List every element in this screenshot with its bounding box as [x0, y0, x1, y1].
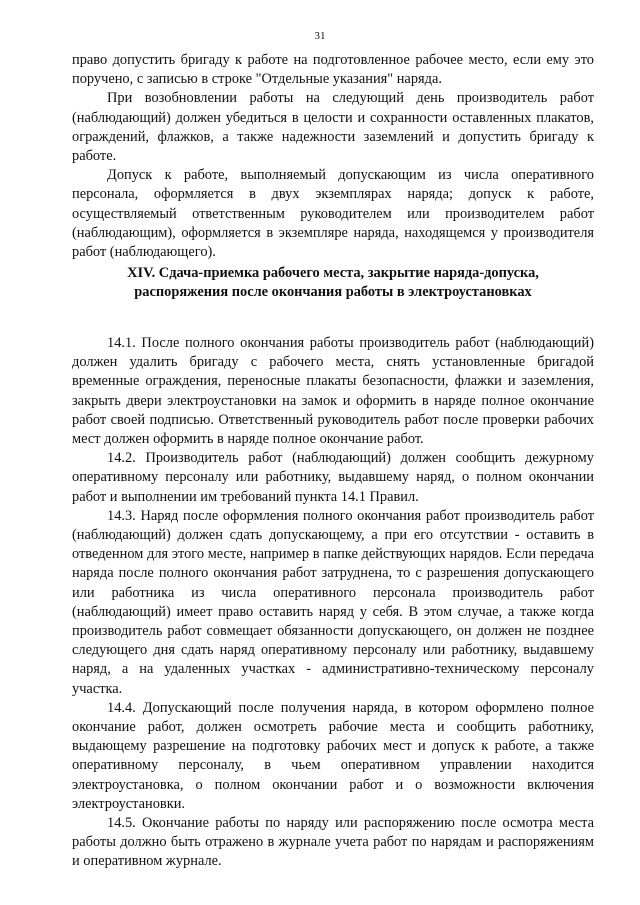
section-heading-line-1: XIV. Сдача-приемка рабочего места, закрытие наряда-допуска, [127, 265, 539, 281]
section-heading [72, 264, 594, 303]
paragraph-continuation: право допустить бригаду к работе на подготовленное рабочее место, если ему это поручено, с записью в строке "Отдельные указания" наряда. [72, 52, 594, 88]
intro-text-block [72, 51, 594, 262]
clause-14-1: 14.1. После полного окончания работы производитель работ (наблюдающий) должен удалить бригаду с рабочего места, снять установленные бригадой временные ограждения, переносные плакаты безопасности, флажки и заземления, закрыть двери электроустановки на замок и оформить в наряде полное окончание работ своей подписью. Ответственный руководитель работ после проверки рабочих мест должен оформить в наряде полное окончание работ. [72, 335, 594, 448]
clause-14-5: 14.5. Окончание работы по наряду или распоряжению после осмотра места работы должно быть отражено в журнале учета работ по нарядам и распоряжениям и оперативном журнале. [72, 815, 594, 870]
section-heading-line-2: распоряжения после окончания работы в электроустановках [134, 284, 532, 301]
section-text-block [72, 334, 594, 872]
clause-14-4: 14.4. Допускающий после получения наряда, в котором оформлено полное окончание работ, должен осмотреть рабочие места и сообщить работнику, выдающему разрешение на подготовку рабочих мест и допуск к работе, а также оперативному персоналу, в чьем оперативном управлении находится электроустановка, о полном окончании работ и о возможности включения электроустановки. [72, 699, 594, 812]
paragraph-admission: Допуск к работе, выполняемый допускающим из числа оперативного персонала, оформляется в двух экземплярах наряда; допуск к работе, осуществляемый ответственным руководителем или производителем работ (наблюдающим), оформляется в экземпляре наряда, находящемся у производителя работ (наблюдающего). [72, 167, 594, 261]
paragraph-resumption: При возобновлении работы на следующий день производитель работ (наблюдающий) должен убедиться в целости и сохранности оставленных плакатов, ограждений, флажков, а также надежности заземлений и допустить бригаду к работе. [72, 90, 594, 165]
page-number: 31 [314, 30, 326, 42]
clause-14-3: 14.3. Наряд после оформления полного окончания работ производитель работ (наблюдающий) должен сдать допускающему, а при его отсутствии - оставить в отведенном для этого месте, например в папке действующих нарядов. Если передача наряда после полного окончания работ затруднена, то с разрешения допускающего или работника из числа оперативного персонала производитель работ (наблюдающий) имеет право оставить наряд у себя. В этом случае, а также когда производитель работ совмещает обязанности допускающего, он должен не позднее следующего дня сдать наряд оперативному персоналу или работнику, выдавшему наряд, а на удаленных участках - административно-техническому персоналу участка. [72, 507, 594, 697]
clause-14-2: 14.2. Производитель работ (наблюдающий) должен сообщить дежурному оперативному персоналу или работнику, выдавшему наряд, о полном окончании работ и выполнении им требований пункта 14.1 Правил. [72, 450, 594, 505]
